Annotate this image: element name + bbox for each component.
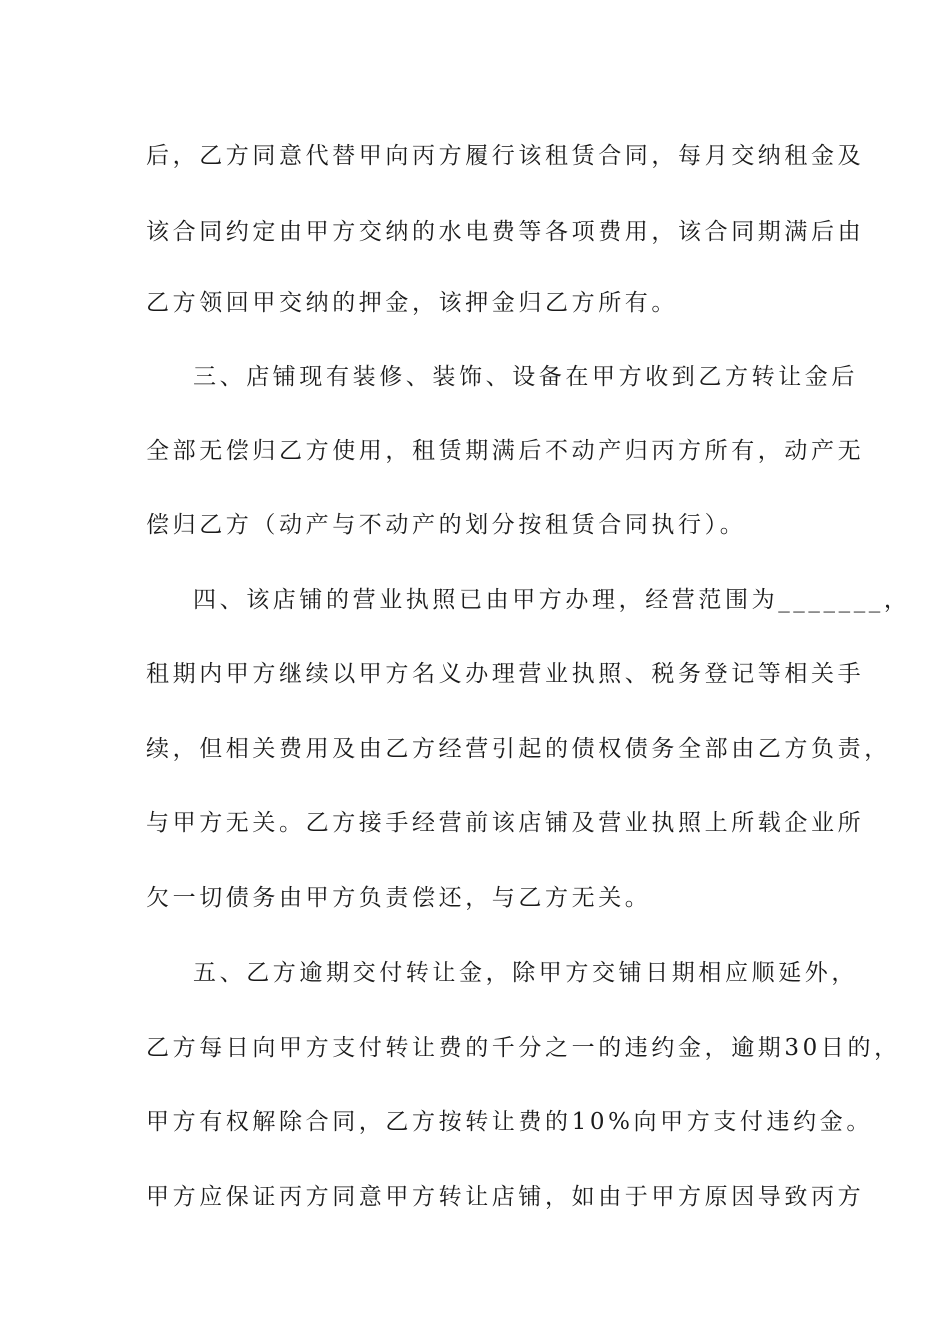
clause-three-line: 三、店铺现有装修、装饰、设备在甲方收到乙方转让金后 — [193, 364, 858, 390]
paragraph-line: 欠一切债务由甲方负责偿还，与乙方无关。 — [146, 885, 652, 911]
paragraph-line: 全部无偿归乙方使用，租赁期满后不动产归丙方所有，动产无 — [146, 438, 865, 464]
clause-five-line: 五、乙方逾期交付转让金，除甲方交铺日期相应顺延外， — [193, 960, 858, 986]
paragraph-line: 乙方领回甲交纳的押金，该押金归乙方所有。 — [146, 290, 678, 316]
paragraph-line: 乙方每日向甲方支付转让费的千分之一的违约金，逾期30日的， — [146, 1035, 901, 1061]
paragraph-line: 偿归乙方（动产与不动产的划分按租赁合同执行）。 — [146, 512, 747, 538]
paragraph-line: 甲方应保证丙方同意甲方转让店铺，如由于甲方原因导致丙方 — [146, 1184, 865, 1210]
paragraph-line: 续，但相关费用及由乙方经营引起的债权债务全部由乙方负责， — [146, 736, 891, 762]
paragraph-line: 该合同约定由甲方交纳的水电费等各项费用，该合同期满后由 — [146, 219, 865, 245]
paragraph-line: 后，乙方同意代替甲向丙方履行该租赁合同，每月交纳租金及 — [146, 143, 865, 169]
clause-four-line: 四、该店铺的营业执照已由甲方办理，经营范围为_______， — [193, 587, 911, 613]
paragraph-line: 与甲方无关。乙方接手经营前该店铺及营业执照上所载企业所 — [146, 810, 865, 836]
paragraph-line: 甲方有权解除合同，乙方按转让费的10%向甲方支付违约金。 — [146, 1109, 873, 1135]
paragraph-line: 租期内甲方继续以甲方名义办理营业执照、税务登记等相关手 — [146, 661, 865, 687]
